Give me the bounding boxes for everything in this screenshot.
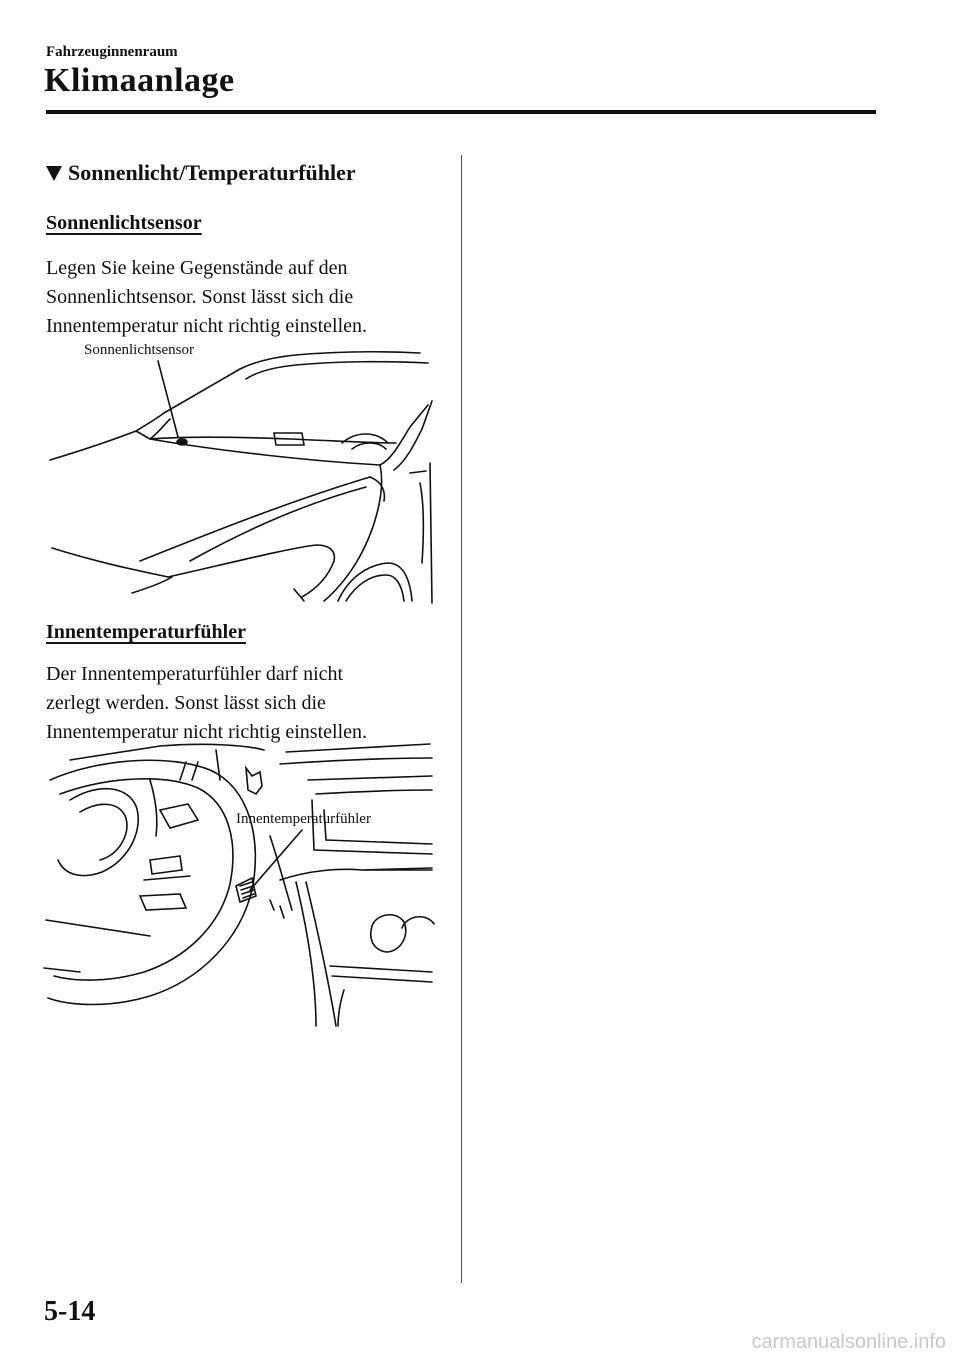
topic-heading-text: Sonnenlicht/Temperaturfühler — [68, 160, 356, 185]
topic-heading — [46, 160, 356, 186]
paragraph-line: Sonnenlichtsensor. Sonst lässt sich die — [46, 286, 354, 308]
paragraph-line: Innentemperatur nicht richtig einstellen. — [46, 721, 367, 743]
watermark: carmanualsonline.info — [751, 1331, 946, 1353]
paragraph-line: Legen Sie keine Gegenstände auf den — [46, 257, 348, 279]
dashboard-sensor-illustration — [40, 740, 440, 1030]
paragraph-line: Innentemperatur nicht richtig einstellen. — [46, 315, 367, 337]
triangle-down-icon — [46, 166, 62, 181]
page-number: 5-14 — [44, 1296, 96, 1327]
windshield-sensor-illustration — [40, 333, 440, 608]
paragraph-sunlight-sensor — [46, 254, 446, 341]
subheading-cabin-temperature-sensor: Innentemperaturfühler — [46, 621, 246, 643]
column-divider — [461, 155, 462, 1283]
paragraph-line: Der Innentemperaturfühler darf nicht — [46, 663, 344, 685]
figure-label-cabin-temperature-sensor: Innentemperaturfühler — [236, 811, 371, 827]
header-rule — [46, 110, 876, 114]
chapter-label: Fahrzeuginnenraum — [46, 44, 178, 60]
subheading-sunlight-sensor: Sonnenlichtsensor — [46, 212, 202, 234]
paragraph-line: zerlegt werden. Sonst lässt sich die — [46, 692, 326, 714]
figure-label-sunlight-sensor: Sonnenlichtsensor — [84, 342, 194, 358]
paragraph-cabin-temperature-sensor — [46, 660, 446, 747]
section-title: Klimaanlage — [44, 62, 235, 99]
